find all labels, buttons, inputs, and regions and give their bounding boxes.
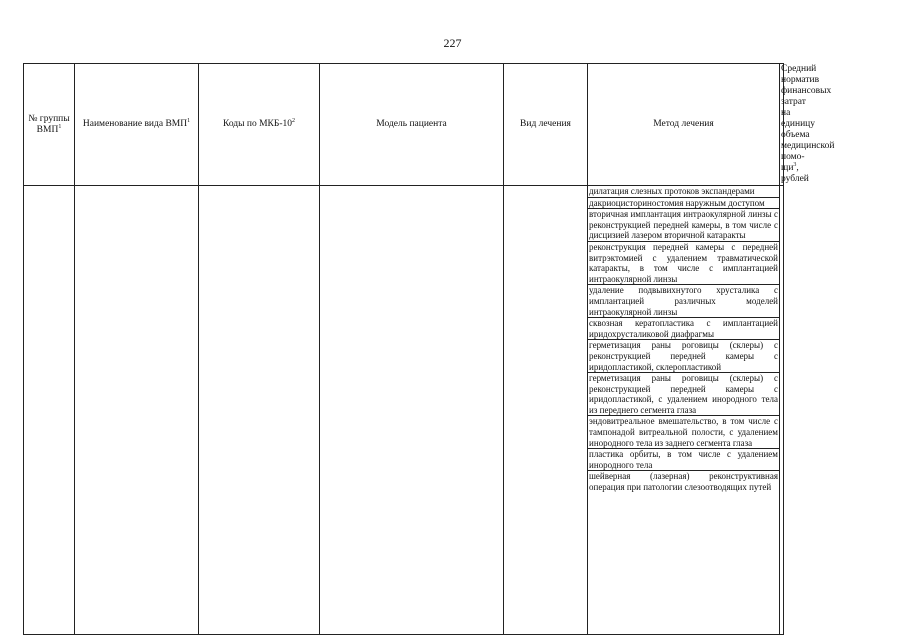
method-text: пластика орбиты, в том числе с удалением инородного тела xyxy=(589,449,778,470)
method-row xyxy=(588,318,779,340)
method-text: герметизация раны роговицы (склеры) с реконструкцией передней камеры с иридопластикой, склеропластикой xyxy=(589,340,778,372)
method-row xyxy=(588,449,779,471)
method-text: герметизация раны роговицы (склеры) с реконструкцией передней камеры с иридопластикой, с удалением инородного тела из переднего сегмента глаза xyxy=(589,373,778,415)
method-text: дилатация слезных протоков экспандерами xyxy=(588,186,779,197)
vmp-table xyxy=(23,63,835,635)
header-treatment-method: Метод лечения xyxy=(588,64,780,186)
cell-icd-codes xyxy=(199,186,320,635)
method-text: сквозная кератопластика с имплантацией иридохрусталиковой диафрагмы xyxy=(589,318,778,339)
methods-list xyxy=(588,186,779,493)
cell-treatment-type xyxy=(504,186,588,635)
cell-group-no xyxy=(24,186,75,635)
cell-treatment-methods xyxy=(588,186,780,635)
cell-patient-model xyxy=(320,186,504,635)
cell-vmp-name xyxy=(75,186,199,635)
method-row xyxy=(588,416,779,449)
header-treatment-type: Вид лечения xyxy=(504,64,588,186)
method-row xyxy=(588,340,779,373)
body-row xyxy=(24,186,784,635)
header-patient-model: Модель пациента xyxy=(320,64,504,186)
method-row xyxy=(588,209,779,242)
method-row xyxy=(588,373,779,416)
header-group-no: № группы ВМП$^1$ xyxy=(24,64,75,186)
header-vmp-name: Наименование вида ВМП$^1$ xyxy=(75,64,199,186)
method-text: удаление подвывихнутого хрусталика с имплантацией различных моделей интраокулярной линзы xyxy=(589,285,778,317)
method-row xyxy=(588,241,779,284)
method-text: эндовитреальное вмешательство, в том числе с тампонадой витреальной полости, с удалением инородного тела из заднего сегмента глаза xyxy=(589,416,778,448)
header-icd-codes: Коды по МКБ-$10^2$ xyxy=(199,64,320,186)
method-row xyxy=(588,186,779,197)
method-row xyxy=(588,197,779,209)
method-text: вторичная имплантация интраокулярной линзы с реконструкцией передней камеры, в том числе с дисцизией лазером вторичной катаракты xyxy=(589,209,778,241)
method-text: шейверная (лазерная) реконструктивная операция при патологии слезоотводящих путей xyxy=(589,471,778,493)
cell-cost-norm xyxy=(780,186,784,635)
method-text: дакриоцисториностомия наружным доступом xyxy=(588,197,779,209)
header-row xyxy=(24,64,784,186)
method-text: реконструкция передней камеры с передней витрэктомией с удалением травматической катаракты, в том числе с имплантацией интраокулярной линзы xyxy=(589,241,778,284)
method-row xyxy=(588,285,779,318)
method-row xyxy=(588,471,779,493)
page-number: 227 xyxy=(443,36,462,50)
header-cost-norm: Средний норматив финансовых затрат на единицу объема медицинской помо-$щи^3$, рублей xyxy=(781,64,835,184)
